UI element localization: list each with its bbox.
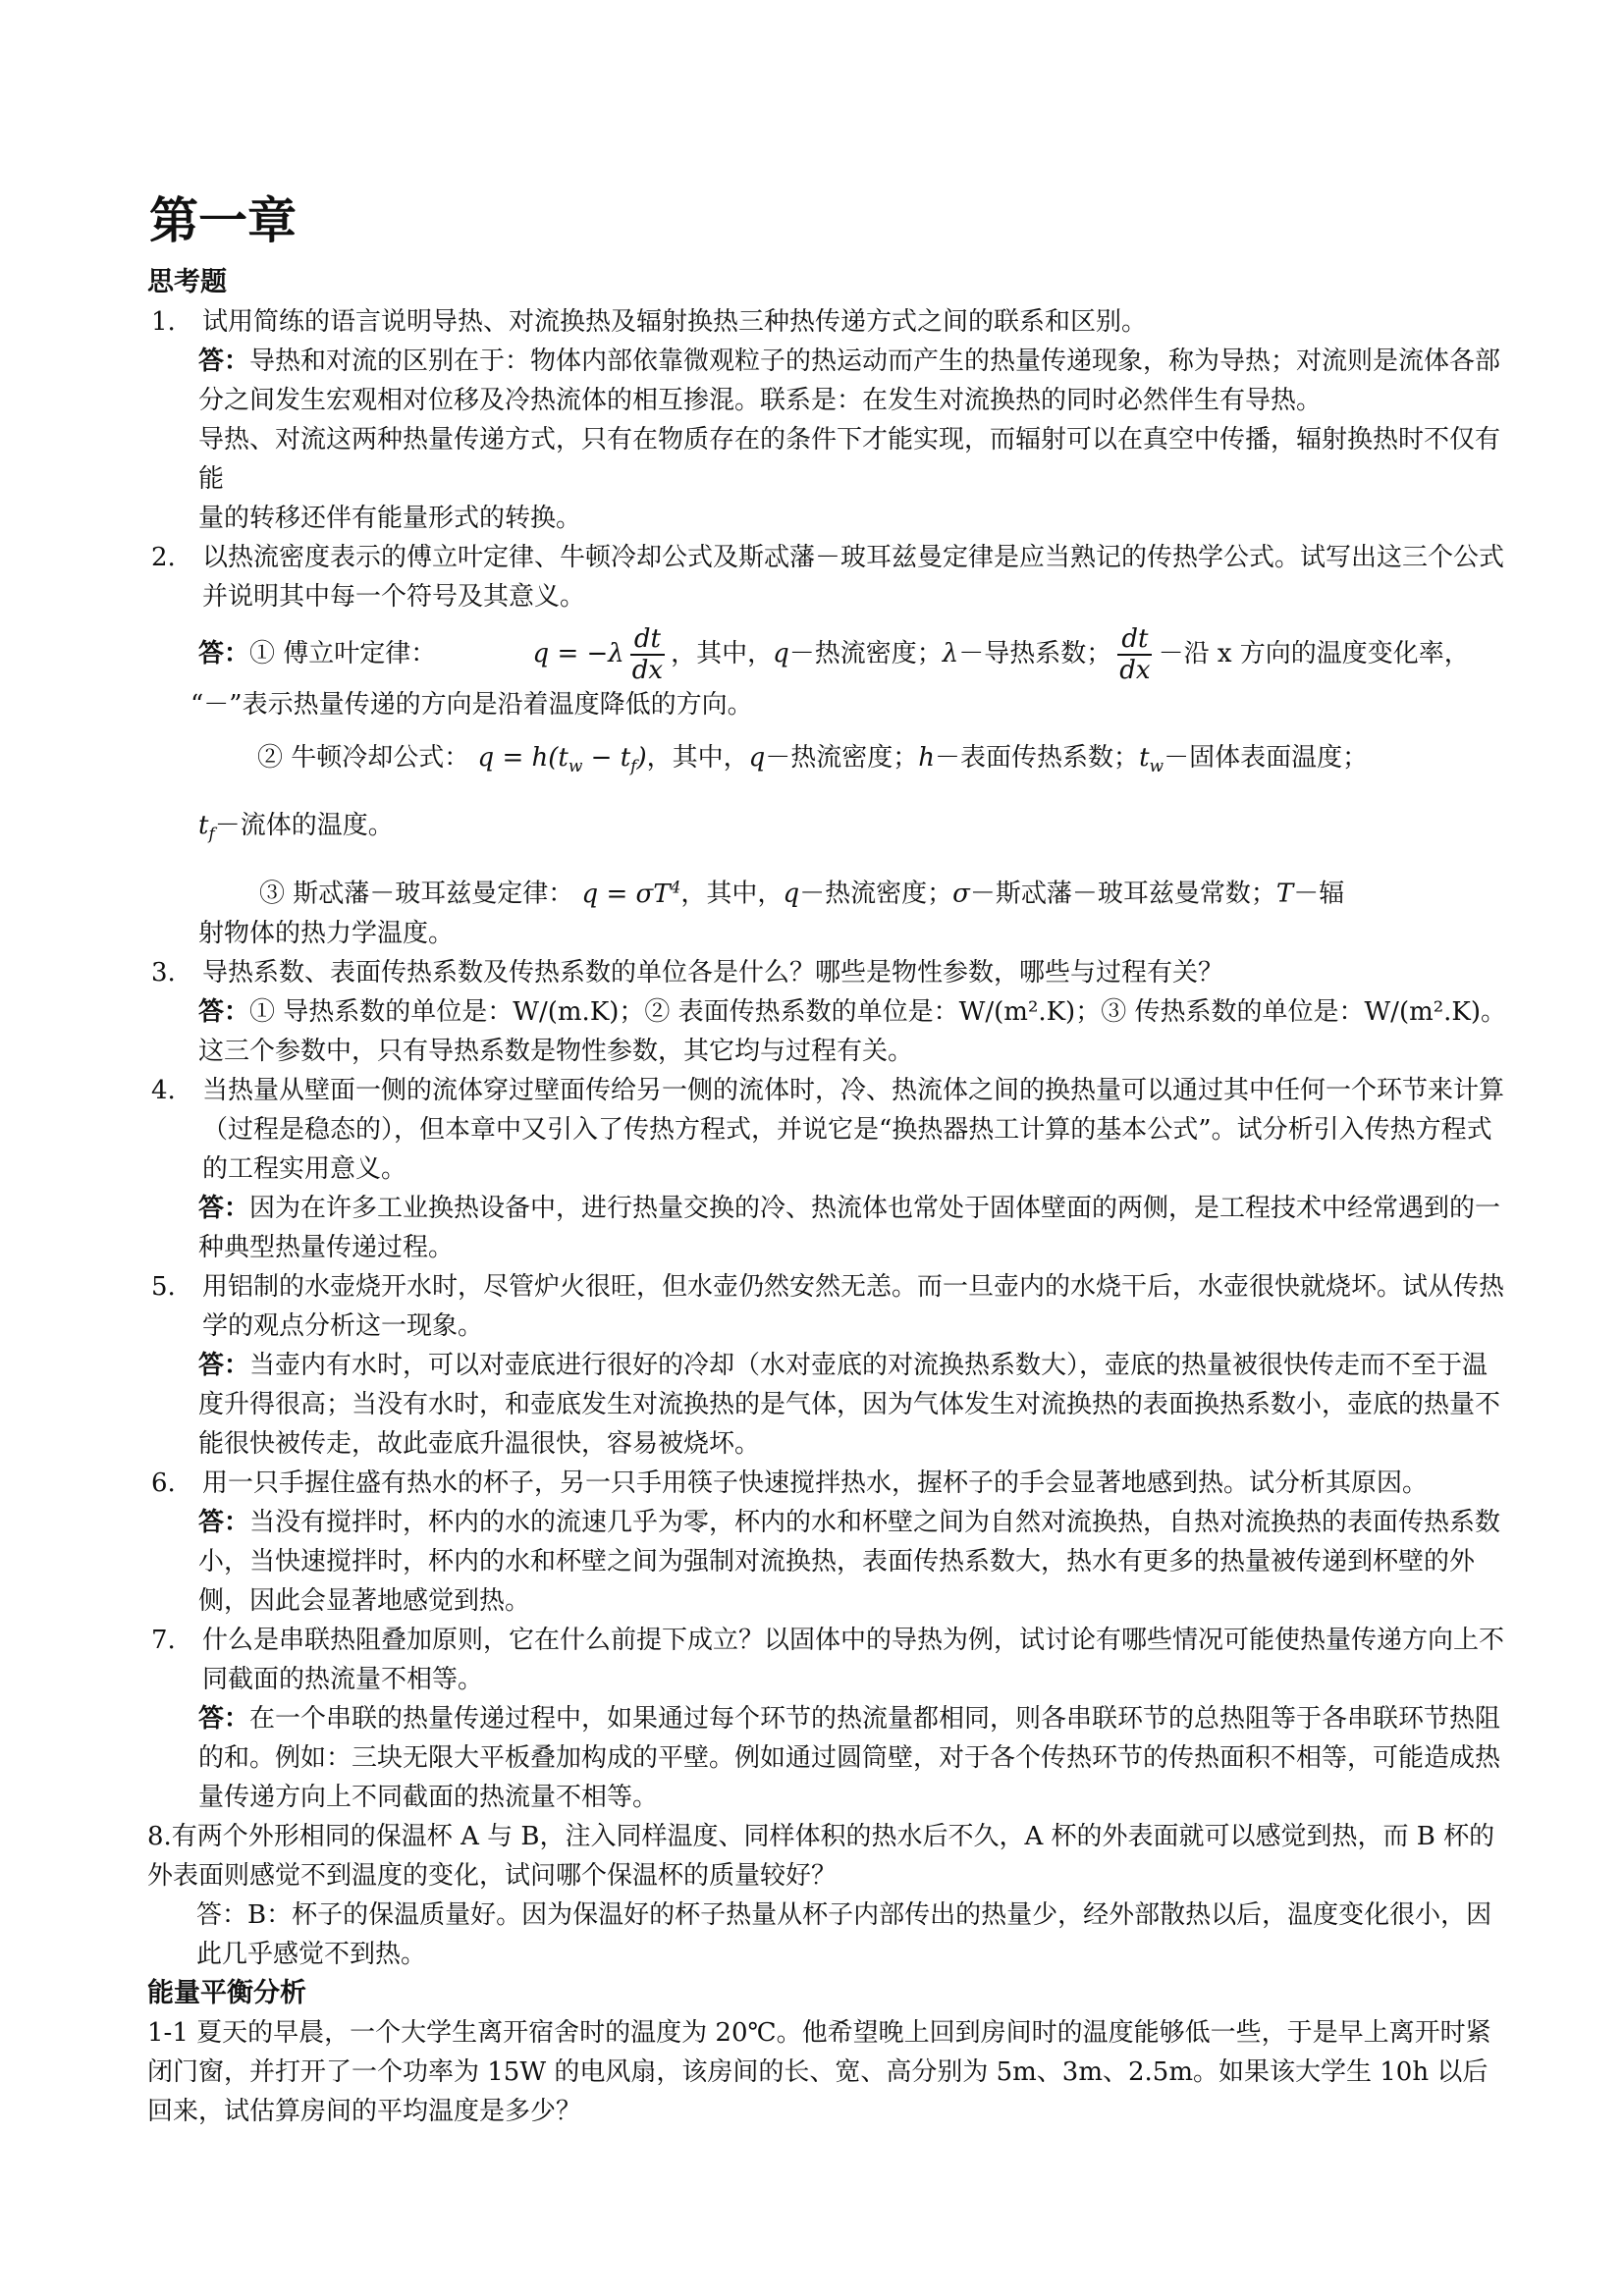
answer-8: 答：B：杯子的保温质量好。因为保温好的杯子热量从杯子内部传出的热量少，经外部散热以后，温度变化很小，因此几乎感觉不到热。 (196, 1900, 1492, 1970)
question-number: 4. (151, 1076, 176, 1106)
question-text: 用一只手握住盛有热水的杯子，另一只手用筷子快速搅拌热水，握杯子的手会显著地感到热。试分析其原因。 (202, 1468, 1429, 1499)
answer-text: ① 导热系数的单位是：W/(m.K)；② 表面传热系数的单位是：W/(m².K)；③ 传热系数的单位是：W/(m².K)。这三个参数中，只有导热系数是物性参数，其它均与过程有关。 (198, 997, 1506, 1067)
answer-3 (147, 992, 1507, 1071)
answer-label: 答： (198, 997, 250, 1028)
answer-6 (147, 1503, 1507, 1621)
answer-text: 当壶内有水时，可以对壶底进行很好的冷却（水对壶底的对流换热系数大），壶底的热量被很快传走而不至于温度升得很高；当没有水时，和壶底发生对流换热的是气体，因为气体发生对流换热的表面换热系数小，壶底的热量不能很快被传走，故此壶底升温很快，容易被烧坏。 (198, 1351, 1501, 1460)
question-6 (147, 1464, 1507, 1503)
answer-1 (147, 342, 1507, 538)
question-text: 导热系数、表面传热系数及传热系数的单位各是什么？哪些是物性参数，哪些与过程有关？ (202, 958, 1224, 988)
newton-formula: $q = h(t_w - t_f)$ (477, 743, 647, 777)
document-page (147, 177, 1507, 2131)
stefan-law-lead: ③ 斯忒藩－玻耳兹曼定律： (259, 880, 574, 910)
chapter-title: 第一章 (149, 191, 297, 249)
answer-label: 答： (198, 1704, 250, 1735)
stefan-tail: 射物体的热力学温度。 (198, 919, 455, 949)
question-4 (147, 1071, 1507, 1189)
answer-label: 答： (198, 639, 250, 668)
question-text: 什么是串联热阻叠加原则，它在什么前提下成立？以固体中的导热为例，试讨论有哪些情况可能使热量传递方向上不同截面的热流量不相等。 (202, 1626, 1505, 1695)
question-7 (147, 1621, 1507, 1699)
answer-text: 导热和对流的区别在于：物体内部依靠微观粒子的热运动而产生的热量传递现象，称为导热；对流则是流体各部分之间发生宏观相对位移及冷热流体的相互掺混。联系是：在发生对流换热的同时必然伴生有导热。 (198, 347, 1501, 415)
answer-text: 在一个串联的热量传递过程中，如果通过每个环节的热流量都相同，则各串联环节的总热阻等于各串联环节热阻的和。例如：三块无限大平板叠加构成的平壁。例如通过圆筒壁，对于各个传热环节的传热面积不相等，可能造成热量传递方向上不同截面的热流量不相等。 (198, 1704, 1501, 1813)
answer-2: 答：① 傅立叶定律： q = −λ $\frac{dt}{dx}$ ，其中，q－热流密度；λ－导热系数； $\frac{dt}{dx}$ －沿 x 方向的温度变化率， “－”表示热量传递的方向是沿着温度降低的方向。 ② 牛顿冷却公式： $q = h(t_w - t_f)$，其中，q－热流密度；h－表面传热系数；$t_w-$固体表面温度； $t_f-$流体的温度。 ③ 斯忒藩－玻耳兹曼定律： $q = \sigma T^4$，其中，q－热流密度；σ－斯忒藩－玻耳兹曼常数；T－辐 射物体的热力学温度。 (147, 622, 1507, 953)
temperature-gradient: $\frac{dt}{dx}$ (1119, 624, 1151, 685)
section-title-questions: 思考题 (147, 267, 227, 297)
question-number: 7. (151, 1626, 176, 1656)
question-text: 以热流密度表示的傅立叶定律、牛顿冷却公式及斯忒藩－玻耳兹曼定律是应当熟记的传热学公式。试写出这三个公式并说明其中每一个符号及其意义。 (202, 543, 1505, 612)
answer-text: 因为在许多工业换热设备中，进行热量交换的冷、热流体也常处于固体壁面的两侧，是工程技术中经常遇到的一种典型热量传递过程。 (198, 1194, 1501, 1263)
answer-label: 答： (198, 1508, 250, 1538)
answer-7 (147, 1699, 1507, 1817)
question-number: 1. (151, 307, 176, 337)
answer-label: 答： (198, 1351, 250, 1381)
fourier-law-lead: ① 傅立叶定律： (249, 639, 437, 668)
question-3 (147, 953, 1507, 992)
answer-label: 答： (198, 347, 250, 376)
fourier-formula: q = −λ $\frac{dt}{dx}$ (532, 624, 664, 685)
answer-4 (147, 1189, 1507, 1267)
answer-text: 导热、对流这两种热量传递方式，只有在物质存在的条件下才能实现，而辐射可以在真空中传播，辐射换热时不仅有能 (198, 425, 1501, 494)
stefan-formula: $q = \sigma T^4$ (581, 878, 681, 910)
fourier-note: “－”表示热量传递的方向是沿着温度降低的方向。 (190, 690, 753, 720)
question-text: 当热量从壁面一侧的流体穿过壁面传给另一侧的流体时，冷、热流体之间的换热量可以通过其中任何一个环节来计算（过程是稳态的），但本章中又引入了传热方程式，并说它是“换热器热工计算的基本公式”。试分析引入传热方程式的工程实用意义。 (202, 1076, 1505, 1185)
question-number: 5. (151, 1272, 176, 1303)
answer-text: 当没有搅拌时，杯内的水的流速几乎为零，杯内的水和杯壁之间为自然对流换热，自热对流换热的表面传热系数小，当快速搅拌时，杯内的水和杯壁之间为强制对流换热，表面传热系数大，热水有更多的热量被传递到杯壁的外侧，因此会显著地感觉到热。 (198, 1508, 1501, 1617)
question-5 (147, 1267, 1507, 1346)
question-number: 2. (151, 543, 176, 572)
question-2 (147, 538, 1507, 616)
answer-5 (147, 1346, 1507, 1464)
section-title-energy-balance: 能量平衡分析 (147, 1978, 306, 2009)
problem-1-1: 1-1 夏天的早晨，一个大学生离开宿舍时的温度为 20℃。他希望晚上回到房间时的温度能够低一些，于是早上离开时紧闭门窗，并打开了一个功率为 15W 的电风扇，该房间的长、宽、高分别为 5m、3m、2.5m。如果该大学生 10h 以后回来，试估算房间的平均温度是多少？ (147, 2018, 1491, 2127)
question-8: 8.有两个外形相同的保温杯 A 与 B，注入同样温度、同样体积的热水后不久，A 杯的外表面就可以感觉到热，而 B 杯的外表面则感觉不到温度的变化，试问哪个保温杯的质量较好？ (147, 1822, 1495, 1892)
question-text: 试用简练的语言说明导热、对流换热及辐射换热三种热传递方式之间的联系和区别。 (202, 307, 1148, 337)
question-number: 3. (151, 958, 176, 988)
question-text: 用铝制的水壶烧开水时，尽管炉火很旺，但水壶仍然安然无恙。而一旦壶内的水烧干后，水壶很快就烧坏。试从传热学的观点分析这一现象。 (202, 1272, 1505, 1342)
answer-label: 答： (198, 1194, 250, 1224)
question-1 (147, 302, 1507, 342)
answer-text: 量的转移还伴有能量形式的转换。 (198, 504, 582, 533)
question-number: 6. (151, 1468, 176, 1499)
newton-law-lead: ② 牛顿冷却公式： (257, 743, 470, 773)
